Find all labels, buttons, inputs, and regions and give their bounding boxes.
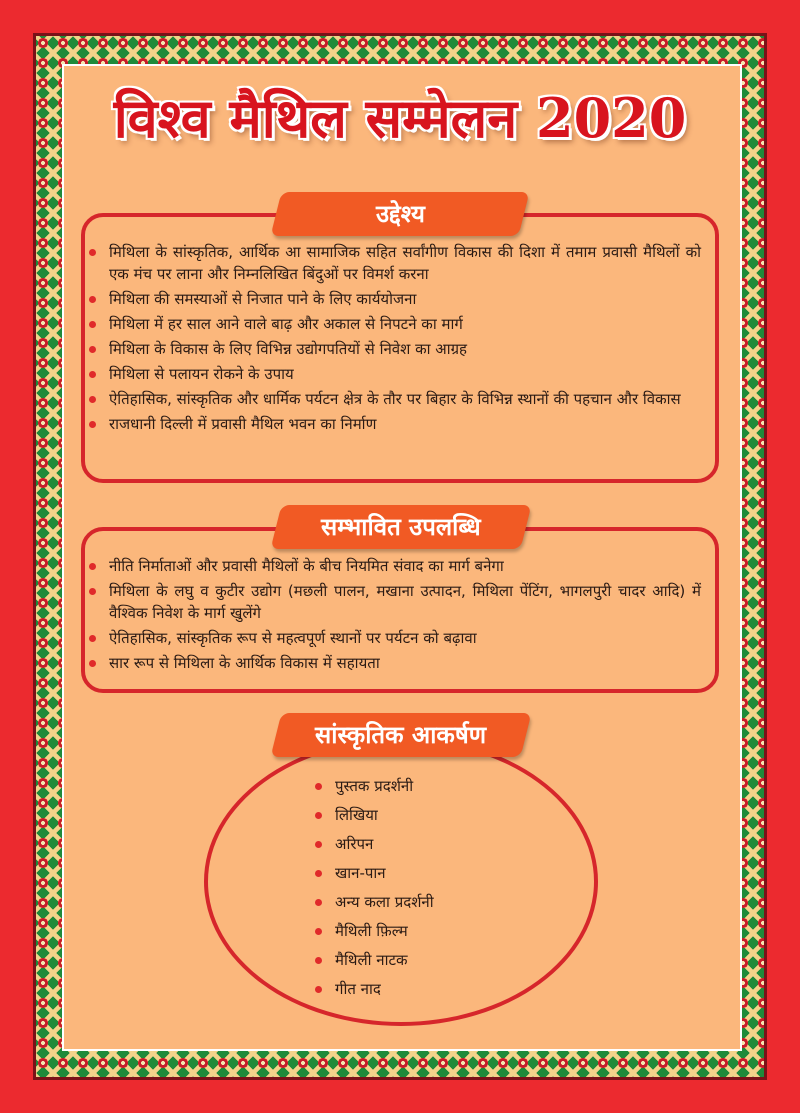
list-item: मैथिली फ़िल्म bbox=[315, 921, 545, 941]
list-item: गीत नाद bbox=[315, 979, 545, 999]
outcomes-heading bbox=[271, 505, 532, 549]
outcomes-heading-text: सम्भावित उपलब्धि bbox=[321, 513, 481, 541]
outcomes-list bbox=[89, 555, 701, 677]
objectives-list bbox=[89, 241, 701, 438]
objectives-heading-text: उद्देश्य bbox=[375, 200, 425, 228]
list-item: ऐतिहासिक, सांस्कृतिक रूप से महत्वपूर्ण स्थानों पर पर्यटन को बढ़ावा bbox=[89, 627, 701, 649]
attractions-heading bbox=[271, 713, 532, 757]
list-item: नीति निर्माताओं और प्रवासी मैथिलों के बीच नियमित संवाद का मार्ग बनेगा bbox=[89, 555, 701, 577]
list-item: मिथिला के लघु व कुटीर उद्योग (मछली पालन, मखाना उत्पादन, मिथिला पेंटिंग, भागलपुरी चादर आदि) में वैश्विक निवेश के मार्ग खुलेंगे bbox=[89, 580, 701, 624]
list-item: खान-पान bbox=[315, 863, 545, 883]
list-item: ऐतिहासिक, सांस्कृतिक और धार्मिक पर्यटन क्षेत्र के तौर पर बिहार के विभिन्न स्थानों की पहचान और विकास bbox=[89, 388, 701, 410]
attractions-list bbox=[315, 776, 545, 1008]
list-item: मिथिला के विकास के लिए विभिन्न उद्योगपतियों से निवेश का आग्रह bbox=[89, 338, 701, 360]
list-item: मिथिला के सांस्कृतिक, आर्थिक आ सामाजिक सहित सर्वांगीण विकास की दिशा में तमाम प्रवासी मैथिलों को एक मंच पर लाना और निम्नलिखित बिंदुओं पर विमर्श करना bbox=[89, 241, 701, 285]
list-item: अरिपन bbox=[315, 834, 545, 854]
attractions-heading-text: सांस्कृतिक आकर्षण bbox=[315, 721, 487, 749]
list-item: मिथिला से पलायन रोकने के उपाय bbox=[89, 363, 701, 385]
objectives-heading bbox=[271, 192, 530, 236]
list-item: सार रूप से मिथिला के आर्थिक विकास में सहायता bbox=[89, 652, 701, 674]
list-item: राजधानी दिल्ली में प्रवासी मैथिल भवन का निर्माण bbox=[89, 413, 701, 435]
list-item: पुस्तक प्रदर्शनी bbox=[315, 776, 545, 796]
poster-title: विश्व मैथिल सम्मेलन 2020 bbox=[113, 86, 687, 150]
list-item: मिथिला में हर साल आने वाले बाढ़ और अकाल से निपटने का मार्ग bbox=[89, 313, 701, 335]
list-item: मैथिली नाटक bbox=[315, 950, 545, 970]
list-item: अन्य कला प्रदर्शनी bbox=[315, 892, 545, 912]
list-item: लिखिया bbox=[315, 805, 545, 825]
list-item: मिथिला की समस्याओं से निजात पाने के लिए कार्ययोजना bbox=[89, 288, 701, 310]
